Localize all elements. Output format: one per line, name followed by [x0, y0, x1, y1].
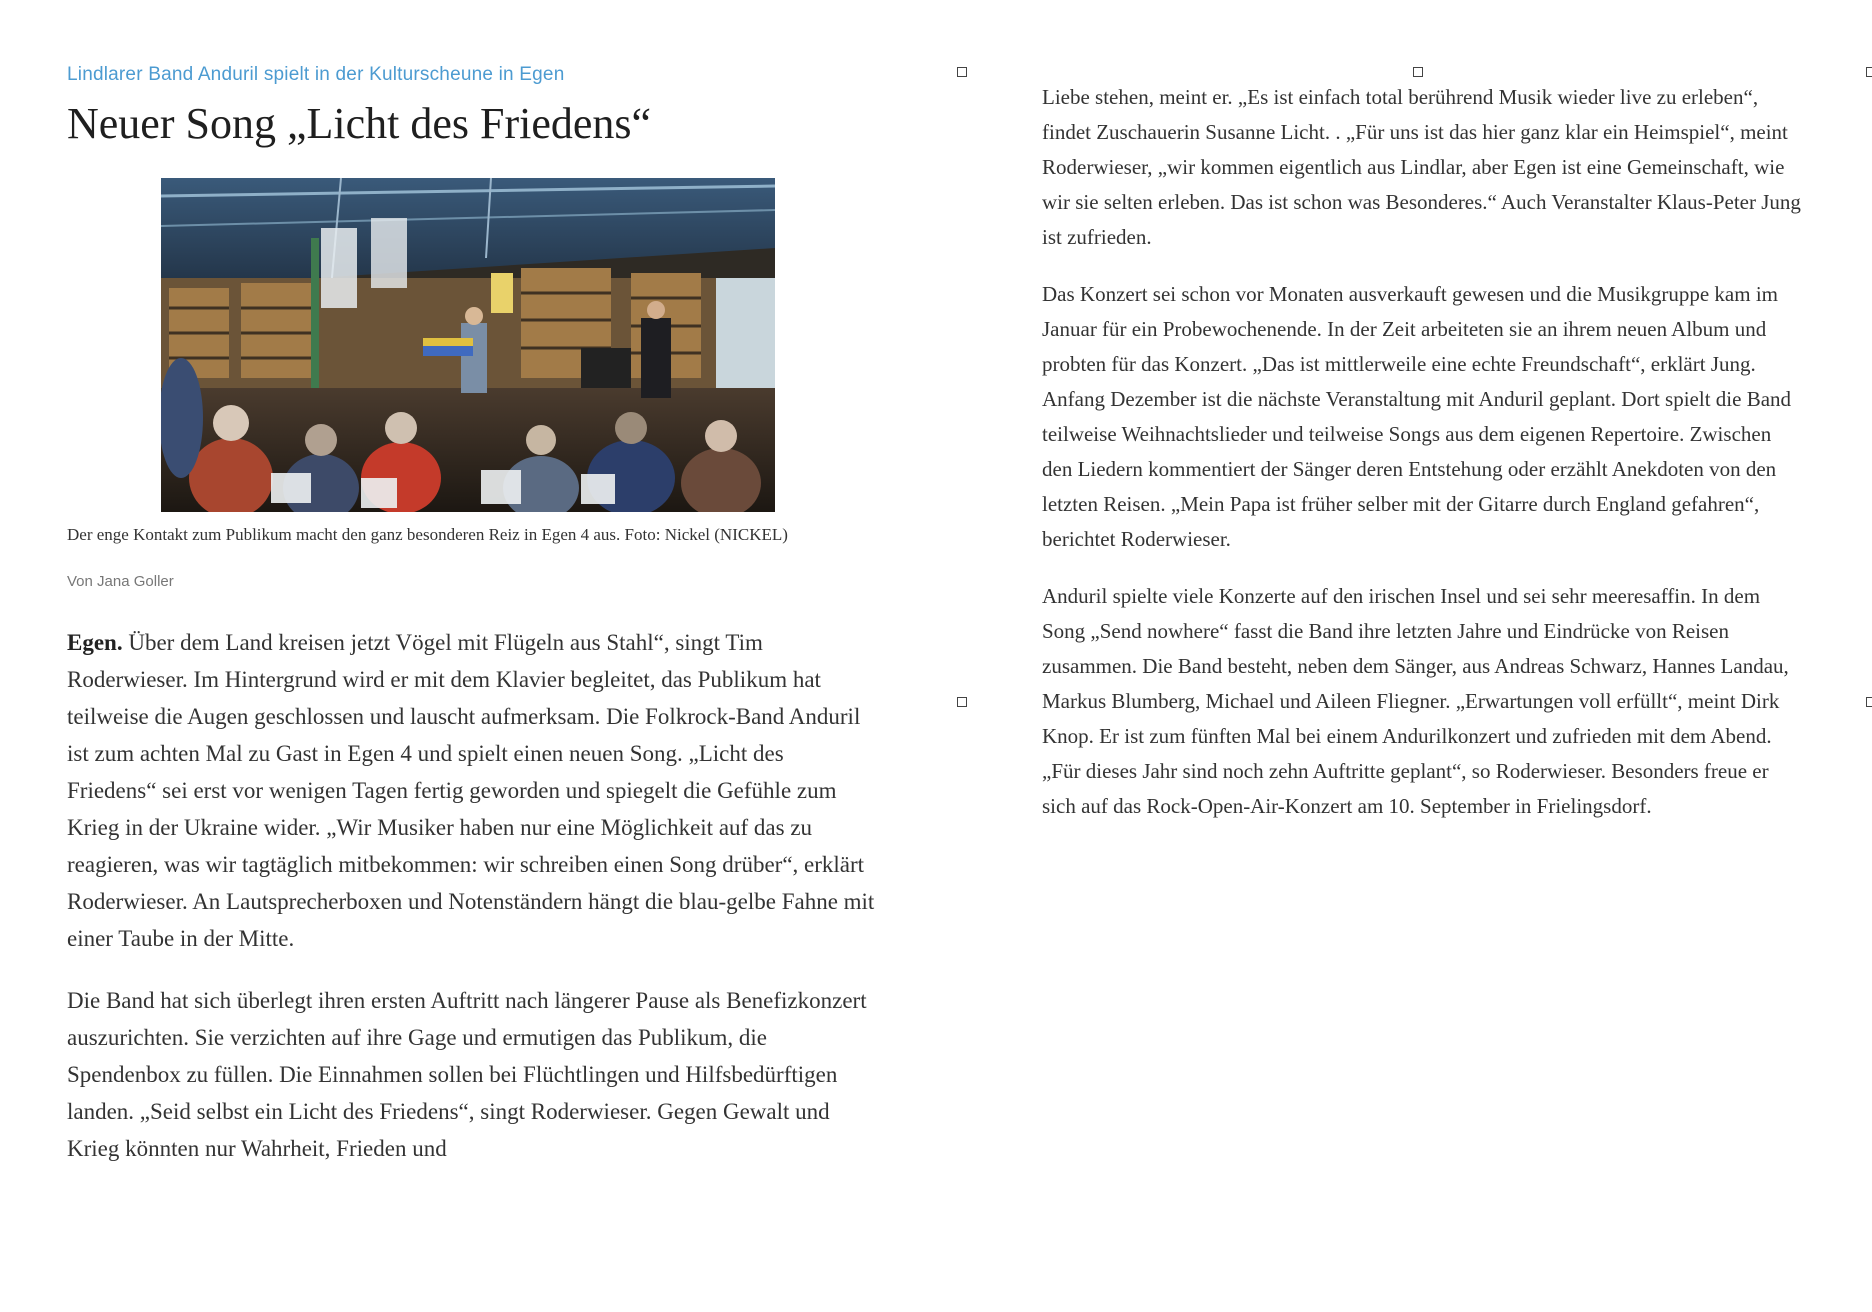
article-right-column — [1042, 80, 1802, 824]
selection-handle[interactable] — [957, 67, 967, 77]
photo-caption[interactable]: Der enge Kontakt zum Publikum macht den ganz besonderen Reiz in Egen 4 aus. Foto: Nickel (NICKEL) — [67, 525, 788, 545]
article-kicker[interactable]: Lindlarer Band Anduril spielt in der Kulturscheune in Egen — [67, 64, 565, 85]
selection-handle[interactable] — [957, 697, 967, 707]
article-headline[interactable]: Neuer Song „Licht des Friedens“ — [67, 99, 652, 148]
article-paragraph[interactable]: Liebe stehen, meint er. „Es ist einfach total berührend Musik wieder live zu erleben“, findet Zuschauerin Susanne Licht. . „Für uns ist das hier ganz klar ein Heimspiel“, meint Roderwieser, „wir kommen eigentlich aus Lindlar, aber Egen ist eine Gemeinschaft, wie wir sie selten erleben. Das ist schon was Besonderes.“ Auch Veranstalter Klaus-Peter Jung ist zufrieden. — [1042, 85, 1801, 249]
selection-handle[interactable] — [1866, 67, 1872, 77]
article-byline[interactable]: Von Jana Goller — [67, 573, 174, 591]
article-paragraph[interactable]: Das Konzert sei schon vor Monaten ausverkauft gewesen und die Musikgruppe kam im Januar für ein Probewochenende. In der Zeit arbeiteten sie an ihrem neuen Album und probten für das Konzert. „Das ist mittlerweile eine echte Freundschaft“, erklärt Jung. Anfang Dezember ist die nächste Veranstaltung mit Anduril geplant. Dort spielt die Band teilweise Weihnachtslieder und teilweise Songs aus dem eigenen Repertoire. Zwischen den Liedern kommentiert der Sänger deren Entstehung oder erzählt Anekdoten von den letzten Reisen. „Mein Papa ist früher selber mit der Gitarre durch England gefahren“, berichtet Roderwieser. — [1042, 282, 1792, 551]
concert-photo-illustration — [161, 178, 775, 512]
article-photo[interactable] — [161, 178, 775, 512]
selection-handle[interactable] — [1413, 67, 1423, 77]
selection-handle[interactable] — [1866, 697, 1872, 707]
article-paragraph[interactable] — [67, 624, 877, 957]
article-body-left — [67, 624, 877, 1167]
article-paragraph[interactable]: Anduril spielte viele Konzerte auf den irischen Insel und sei sehr meeresaffin. In dem Song „Send nowhere“ fasst die Band ihre letzten Jahre und Eindrücke von Reisen zusammen. Die Band besteht, neben dem Sänger, aus Andreas Schwarz, Hannes Landau, Markus Blumberg, Michael und Aileen Fliegner. „Erwartungen voll erfüllt“, meint Dirk Knop. Er ist zum fünften Mal bei einem Andurilkonzert und zufrieden mit dem Abend. „Für dieses Jahr sind noch zehn Auftritte geplant“, so Roderwieser. Besonders freue er sich auf das Rock-Open-Air-Konzert am 10. September in Frielingsdorf. — [1042, 584, 1789, 818]
article-left-column — [67, 64, 877, 1167]
article-paragraph[interactable] — [67, 982, 877, 1167]
paragraph-text: Die Band hat sich überlegt ihren ersten Auftritt nach längerer Pause als Benefizkonzert auszurichten. Sie verzichten auf ihre Gage und ermutigen das Publikum, die Spendenbox zu füllen. Die Einnahmen sollen bei Flüchtlingen und Hilfsbedürftigen landen. „Seid selbst ein Licht des Friedens“, singt Roderwieser. Gegen Gewalt und Krieg könnten nur Wahrheit, Frieden und — [67, 988, 867, 1162]
paragraph-text: Über dem Land kreisen jetzt Vögel mit Flügeln aus Stahl“, singt Tim Roderwieser. Im Hintergrund wird er mit dem Klavier begleitet, das Publikum hat teilweise die Augen geschlossen und lauscht aufmerksam. Die Folkrock-Band Anduril ist zum achten Mal zu Gast in Egen 4 und spielt einen neuen Song. „Licht des Friedens“ sei erst vor wenigen Tagen fertig geworden und spiegelt die Gefühle zum Krieg in der Ukraine wider. „Wir Musiker haben nur eine Möglichkeit auf das zu reagieren, was wir tagtäglich mitbekommen: wir schreiben einen Song drüber“, erklärt Roderwieser. An Lautsprecherboxen und Notenständern hängt die blau-gelbe Fahne mit einer Taube in der Mitte. — [67, 630, 875, 952]
paragraph-dateline: Egen. — [67, 630, 123, 656]
